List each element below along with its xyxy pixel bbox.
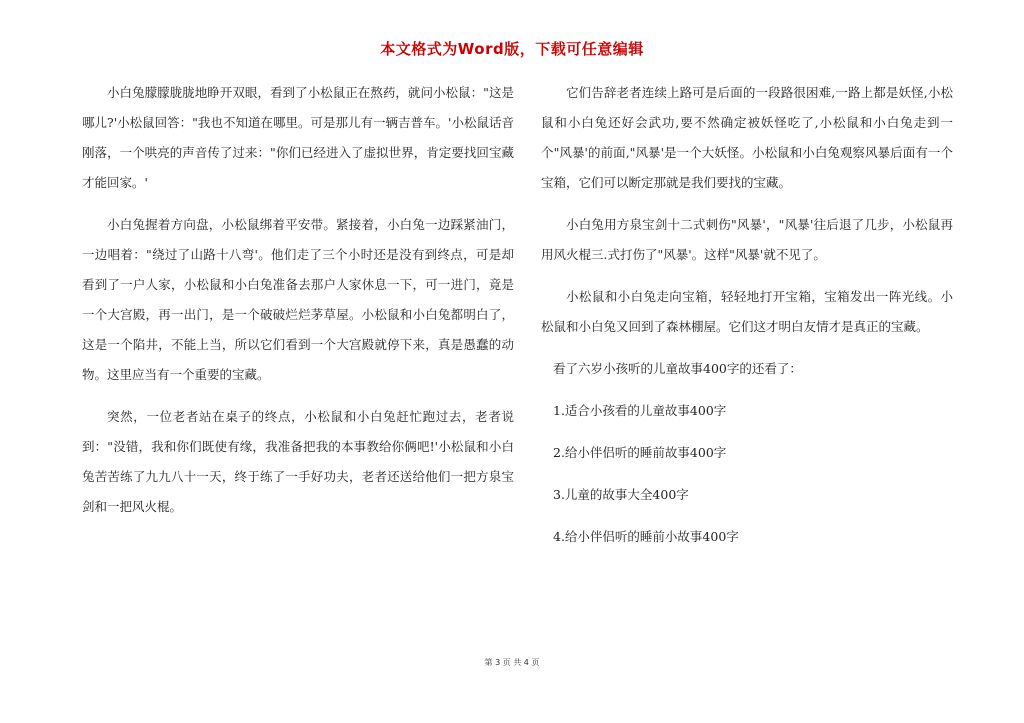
story-paragraph: 它们告辞老者连续上路可是后面的一段路很困难,一路上都是妖怪,小松鼠和小白兔还好会武功,要不然确定被妖怪吃了,小松鼠和小白兔走到一个"风暴'的前面,"风暴'是一个大妖怪。小松鼠和小白兔观察风暴后面有一个宝箱，它们可以断定那就是我们要找的宝藏。: [541, 85, 953, 190]
related-story-link[interactable]: 1.适合小孩看的儿童故事400字: [553, 403, 727, 418]
story-paragraph: 小白兔朦朦胧胧地睁开双眼，看到了小松鼠正在熬药，就问小松鼠："这是哪儿?'小松鼠回答："我也不知道在哪里。可是那儿有一辆吉普车。'小松鼠话音刚落，一个哄亮的声音传了过来："你们已经进入了虚拟世界，肯定要找回宝藏才能回家。': [82, 85, 514, 190]
right-column: [541, 78, 953, 564]
page-banner: 本文格式为Word版，下载可任意编辑: [380, 40, 644, 58]
story-paragraph: 小白兔用方泉宝剑十二式刺伤"风暴'，"风暴'往后退了几步，小松鼠再用风火棍三.式打伤了"风暴'。这样"风暴'就不见了。: [541, 217, 953, 262]
left-column: [82, 78, 514, 534]
story-paragraph: 突然，一位老者站在桌子的终点，小松鼠和小白兔赶忙跑过去，老者说到："没错，我和你们既使有缘，我准备把我的本事教给你俩吧!'小松鼠和小白兔苦苦练了九九八十一天，终于练了一手好功夫，老者还送给他们一把方泉宝剑和一把风火棍。: [82, 409, 514, 514]
story-paragraph: 小松鼠和小白兔走向宝箱，轻轻地打开宝箱，宝箱发出一阵光线。小松鼠和小白兔又回到了森林棚屋。它们这才明白友情才是真正的宝藏。: [541, 289, 953, 334]
related-stories-list: [541, 396, 953, 552]
related-story-link[interactable]: 2.给小伴侣听的睡前故事400字: [553, 445, 727, 460]
related-story-link[interactable]: 3.儿童的故事大全400字: [553, 487, 689, 502]
related-list-heading: 看了六岁小孩听的儿童故事400字的还看了：: [553, 361, 802, 376]
related-story-link[interactable]: 4.给小伴侣听的睡前小故事400字: [553, 529, 739, 544]
story-paragraph: 小白兔握着方向盘，小松鼠绑着平安带。紧接着，小白兔一边踩紧油门，一边唱着："绕过了山路十八弯'。他们走了三个小时还是没有到终点，可是却看到了一户人家，小松鼠和小白兔准备去那户人家休息一下，可一进门，竟是一个大宫殿，再一出门，是一个破破烂烂茅草屋。小松鼠和小白兔都明白了，这是一个陷井，不能上当，所以它们看到一个大宫殿就停下来，真是愚蠢的动物。这里应当有一个重要的宝藏。: [82, 217, 514, 382]
page-number: 第 3 页 共 4 页: [484, 658, 540, 667]
